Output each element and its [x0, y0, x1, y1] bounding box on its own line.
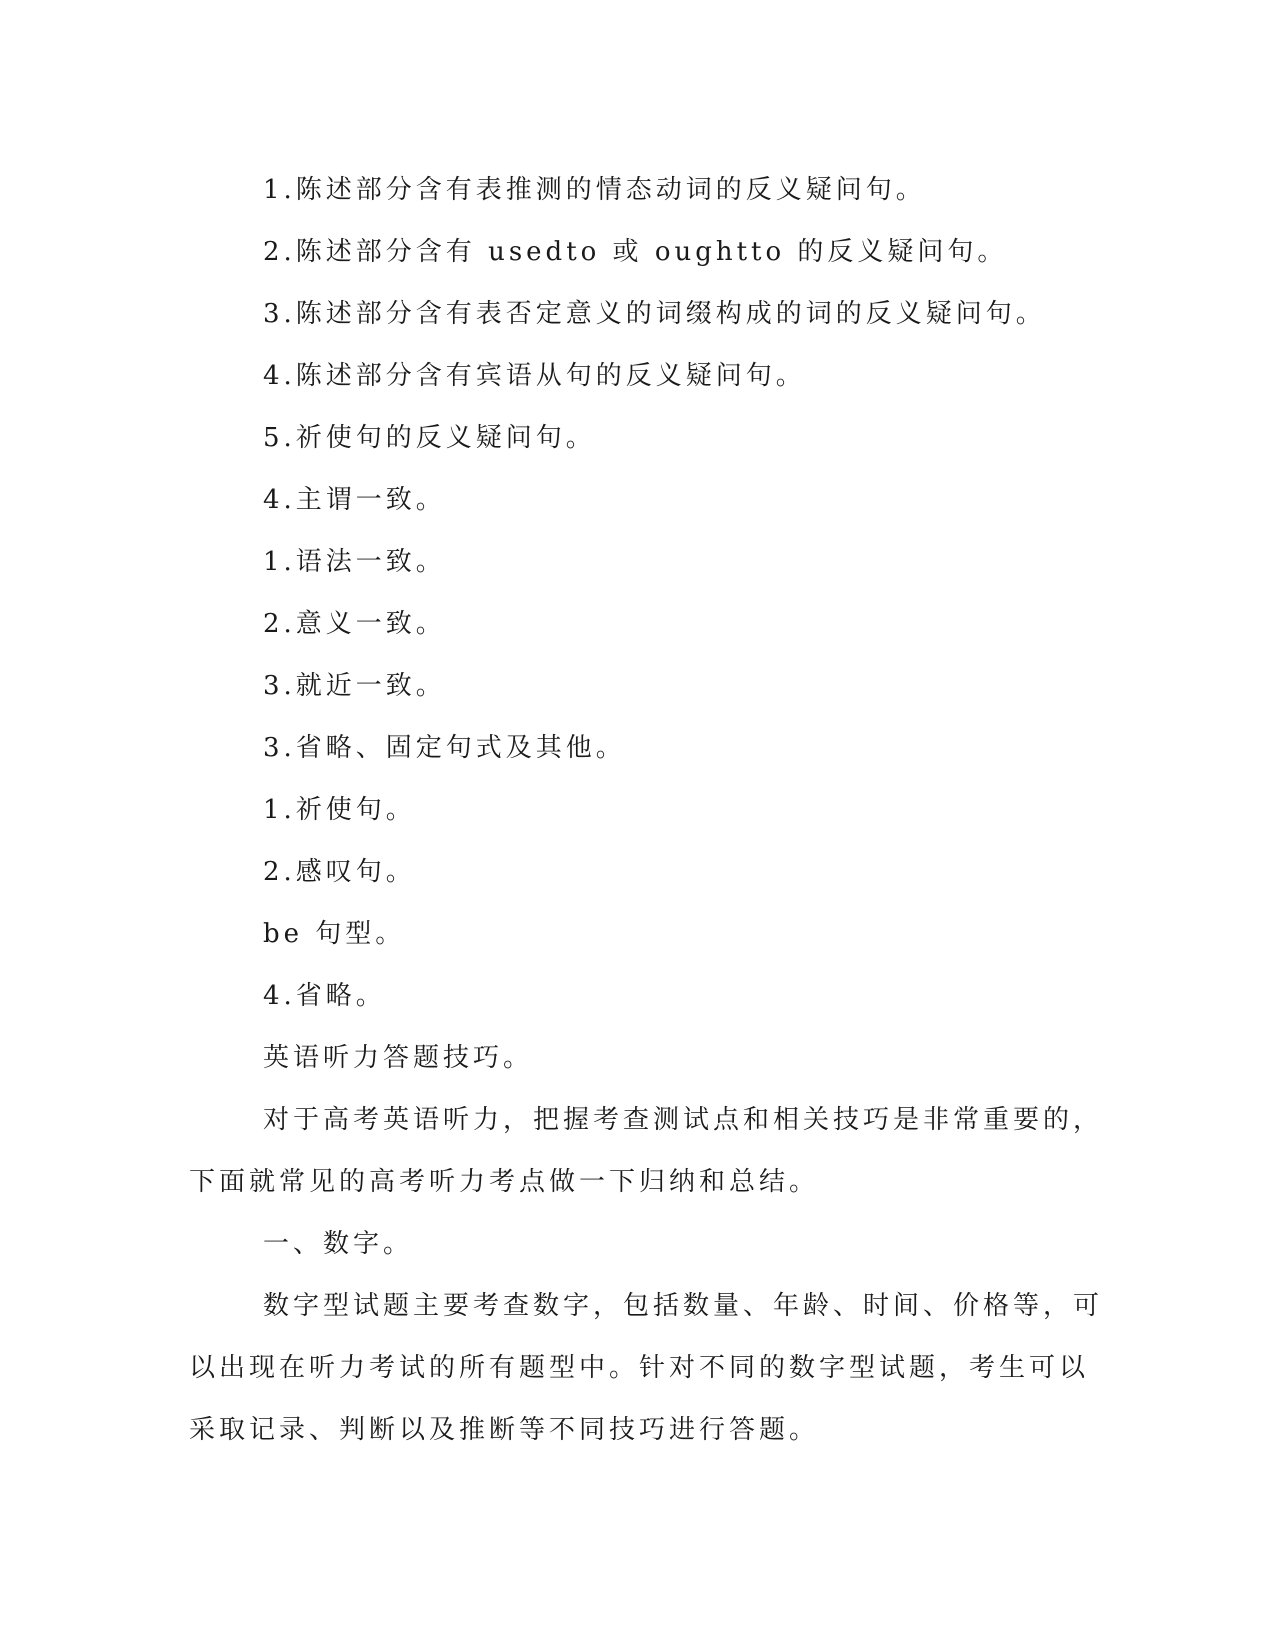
paragraph-line: 以出现在听力考试的所有题型中。针对不同的数字型试题，考生可以 — [189, 1353, 1090, 1383]
list-item: 3.就近一致。 — [263, 671, 446, 701]
list-item: 4.陈述部分含有宾语从句的反义疑问句。 — [263, 361, 806, 391]
list-item: 1.祈使句。 — [263, 795, 416, 825]
list-item: 2.陈述部分含有 usedto 或 oughtto 的反义疑问句。 — [263, 237, 1008, 267]
paragraph-line: 下面就常见的高考听力考点做一下归纳和总结。 — [189, 1167, 820, 1197]
list-item: 2.感叹句。 — [263, 857, 416, 887]
list-item: 1.语法一致。 — [263, 547, 446, 577]
list-item: 2.意义一致。 — [263, 609, 446, 639]
document-body — [189, 159, 1104, 1461]
paragraph-line: 采取记录、判断以及推断等不同技巧进行答题。 — [189, 1415, 820, 1445]
paragraph-line: 对于高考英语听力，把握考查测试点和相关技巧是非常重要的， — [263, 1105, 1104, 1135]
section-heading: 英语听力答题技巧。 — [263, 1043, 534, 1073]
list-item: 3.陈述部分含有表否定意义的词缀构成的词的反义疑问句。 — [263, 299, 1046, 329]
list-item: 5.祈使句的反义疑问句。 — [263, 423, 596, 453]
section-heading: 3.省略、固定句式及其他。 — [263, 733, 626, 763]
section-heading: 一、数字。 — [263, 1229, 414, 1259]
list-item: 4.省略。 — [263, 981, 386, 1011]
list-item: 1.陈述部分含有表推测的情态动词的反义疑问句。 — [263, 175, 926, 205]
section-heading: 4.主谓一致。 — [263, 485, 446, 515]
paragraph-line: 数字型试题主要考查数字，包括数量、年龄、时间、价格等，可 — [263, 1291, 1104, 1321]
list-item: be 句型。 — [263, 919, 406, 949]
